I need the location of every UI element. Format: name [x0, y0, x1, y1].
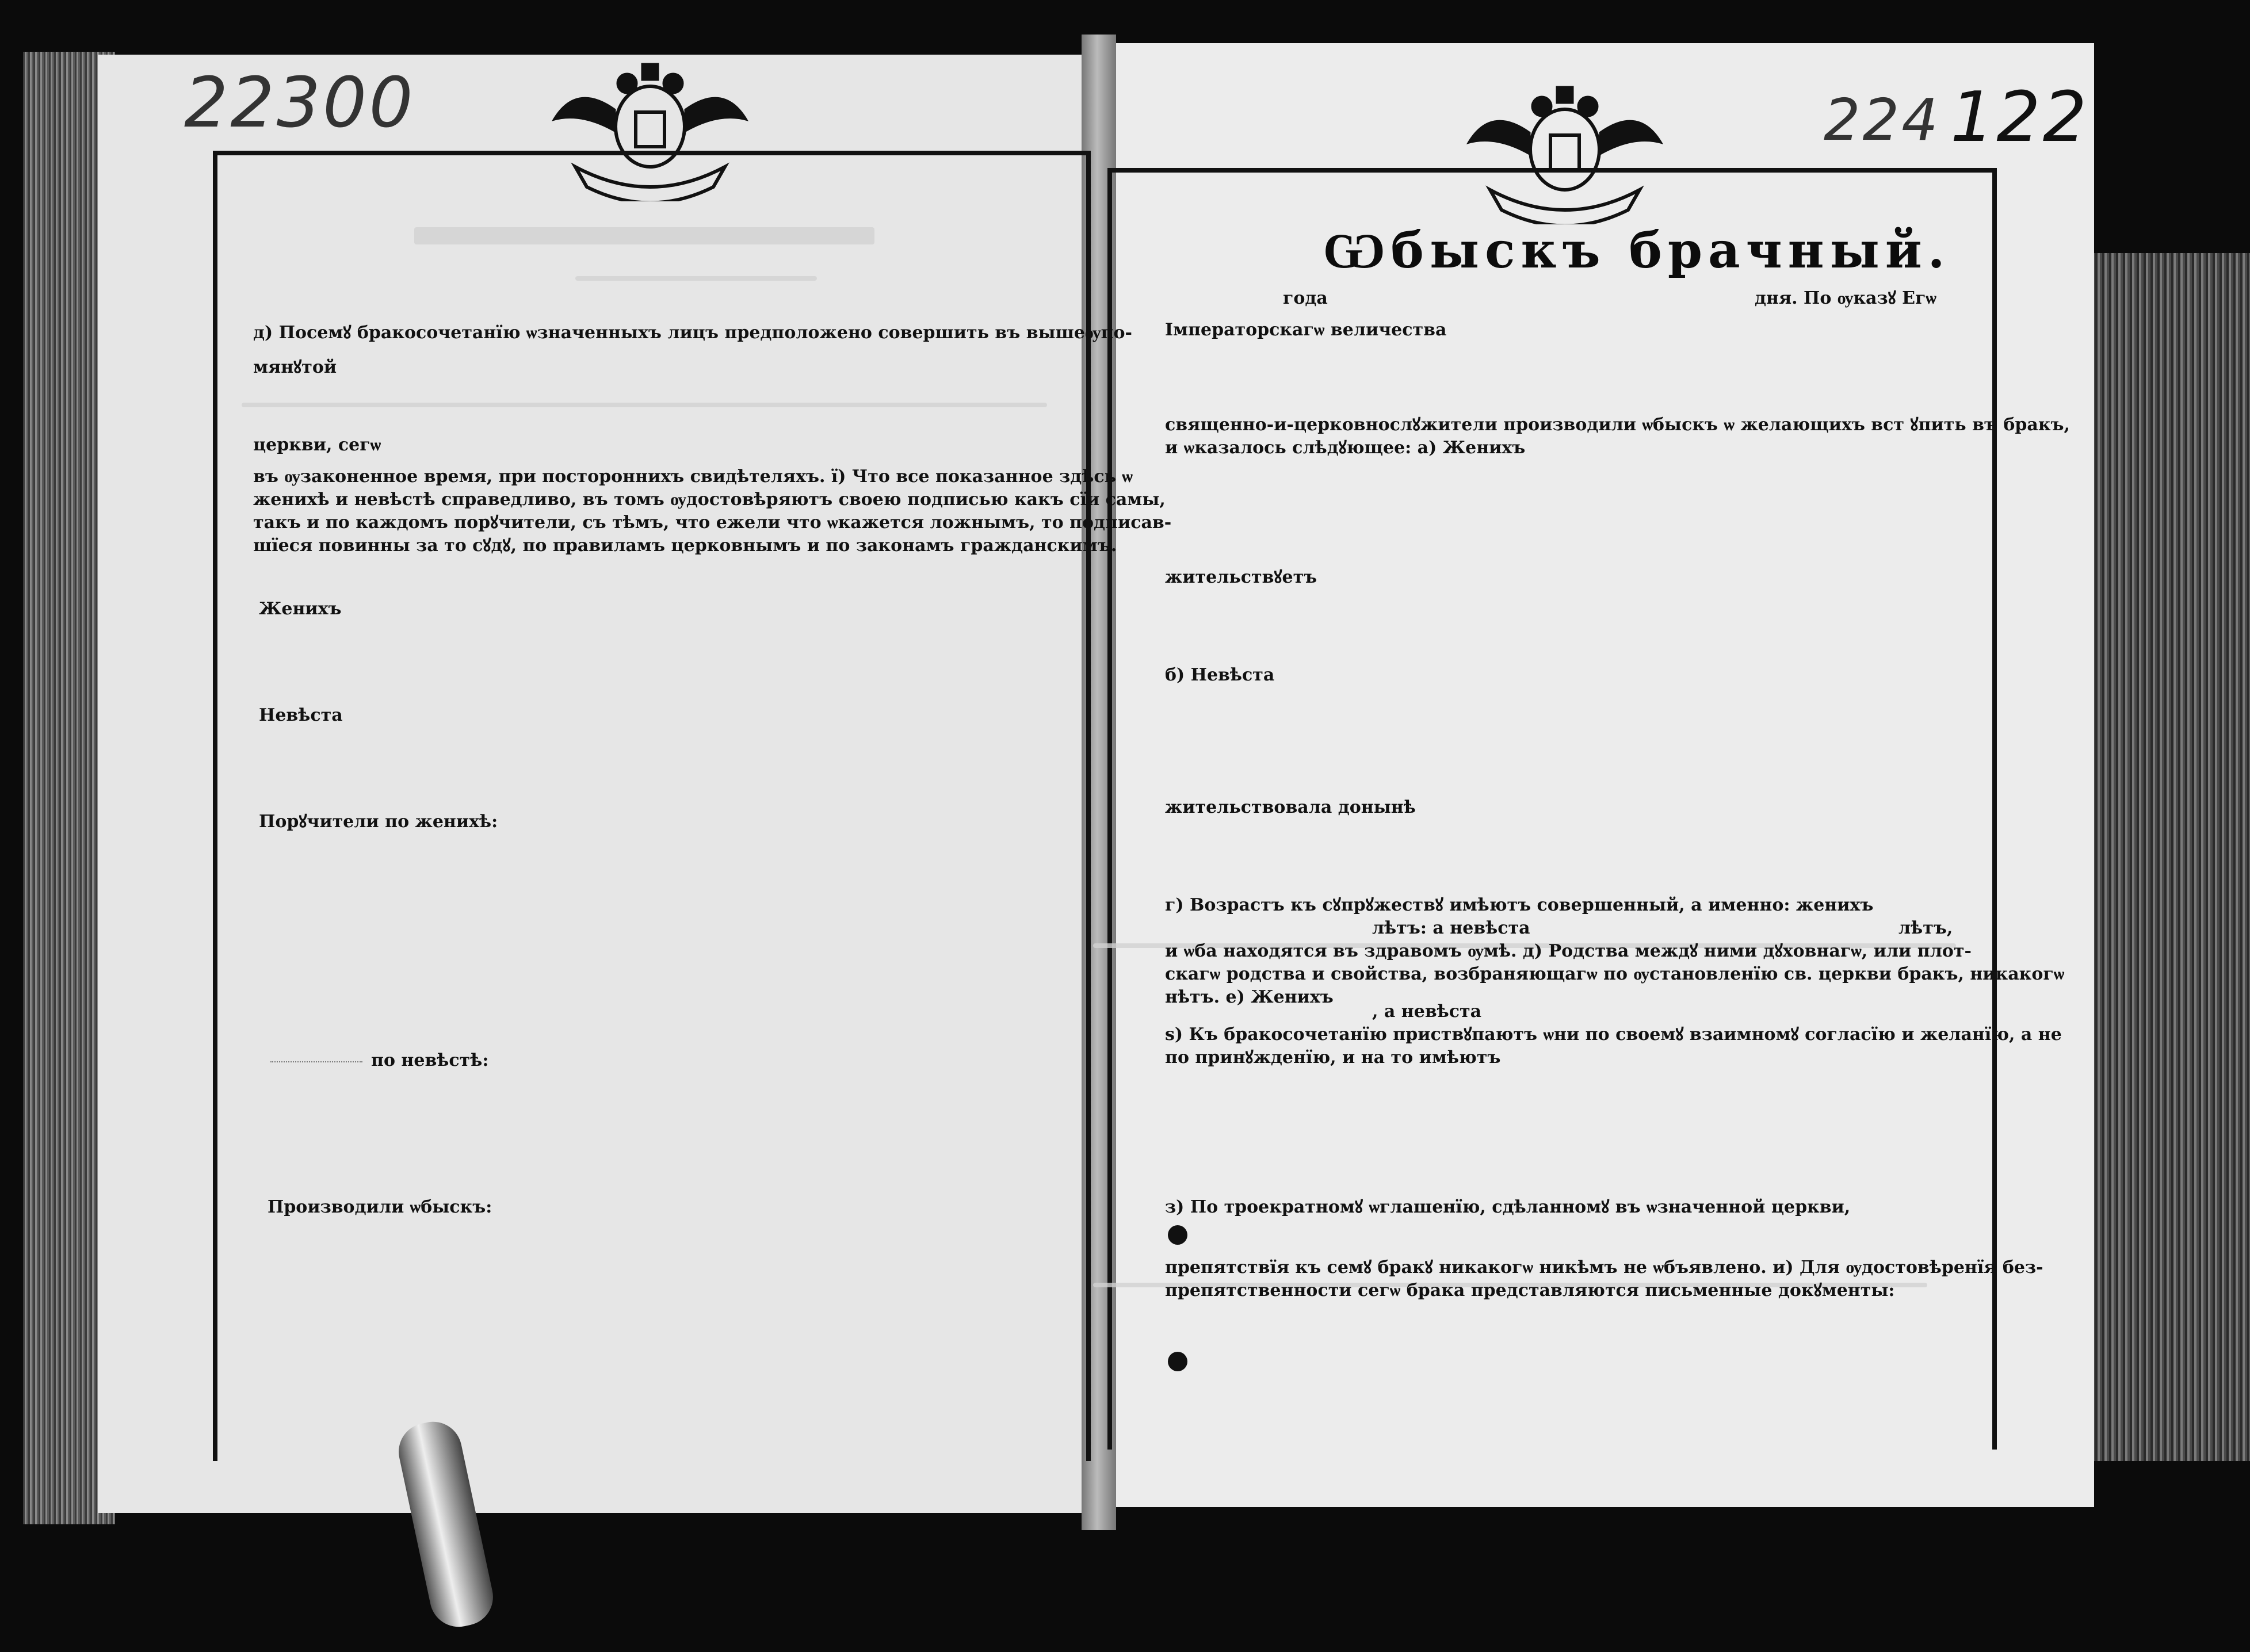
clause-i-line3: такъ и по каждомъ порꙋчители, съ тѣмъ, что ежели что ѡкажется ложнымъ, то подписав-	[253, 513, 1172, 533]
impediments-line1: препятствїя къ семꙋ бракꙋ никакогѡ никѣмъ не ѡбъявлено. и) Для ѹдостовѣренїя без-	[1165, 1257, 2043, 1278]
age-clause-line4: скагѡ родства и свойства, возбраняющагѡ по ѹстановленїю св. церкви бракъ, никакогѡ	[1165, 964, 2065, 984]
impediments-line2: препятственности сегѡ брака представляются письменные докꙋменты:	[1165, 1280, 1895, 1301]
groom-label: Женихъ	[259, 599, 342, 619]
bride-label: Невѣста	[259, 705, 343, 725]
bride-resided-label: жительствовала донынѣ	[1165, 797, 1416, 817]
age-clause-bride2: , а невѣста	[1372, 1001, 1482, 1022]
ink-dot	[1168, 1352, 1187, 1371]
bride-label-right: б) Невѣста	[1165, 665, 1275, 685]
document-title: Ѡбыскъ брачный.	[1323, 221, 1951, 280]
resides-label: жительствꙋетъ	[1165, 567, 1317, 587]
proclamation-line: з) По троекратномꙋ ѡглашенїю, сдѣланномꙋ въ ѡзначенной церкви,	[1165, 1197, 1851, 1217]
age-clause-years: лѣтъ,	[1898, 918, 1953, 938]
guarantor-underline	[270, 1061, 362, 1062]
clause-i-line2: женихѣ и невѣстѣ справедливо, въ томъ ѹдостовѣряютъ своею подписью какъ сїи самы,	[253, 490, 1166, 510]
age-clause-bride: лѣтъ: а невѣста	[1372, 918, 1530, 938]
age-clause-line5: нѣтъ. е) Женихъ	[1165, 987, 1334, 1007]
clause-i-line4: шїеся повинны за то сꙋдꙋ, по правиламъ церковнымъ и по законамъ гражданскимъ.	[253, 536, 1117, 556]
clergy-line: священно-и-церковнослꙋжители производили ѡбыскъ ѡ желающихъ вст ꙋпить въ бракъ,	[1165, 415, 2070, 435]
folio-number-ink: 122	[1950, 78, 2089, 158]
year-label: года	[1283, 288, 1328, 308]
consent-line1: ѕ) Къ бракосочетанїю приствꙋпаютъ ѡни по своемꙋ взаимномꙋ согласїю и желанїю, а не	[1165, 1024, 2062, 1045]
guarantors-groom-label: Порꙋчители по женихѣ:	[259, 812, 498, 832]
age-clause-line3: и ѡба находятся въ здравомъ ѹмѣ. д) Родства междꙋ ними дꙋховнагѡ, или плот-	[1165, 941, 1972, 961]
guarantors-bride-label: по невѣстѣ:	[371, 1050, 489, 1070]
archive-number: 22300	[184, 63, 415, 143]
clause-d-line1: д) Посемꙋ бракосочетанїю ѡзначенныхъ лицъ предположено совершить въ вышеѹпо-	[253, 323, 1132, 343]
folio-number-pencil: 224	[1824, 86, 1940, 154]
bleed-through-line	[242, 403, 1047, 407]
ink-dot	[1168, 1225, 1187, 1245]
consent-line2: по принꙋжденїю, и на то имѣютъ	[1165, 1047, 1501, 1068]
bleed-through-line	[575, 276, 817, 281]
conducted-by-label: Производили ѡбыскъ:	[268, 1197, 492, 1217]
church-label: церкви, сегѡ	[253, 435, 381, 455]
bleed-through-title	[414, 227, 874, 244]
left-page-frame	[213, 151, 1091, 1461]
age-clause-line1: г) Возрастъ къ сꙋпрꙋжествꙋ имѣютъ совершенный, а именно: женихъ	[1165, 895, 1874, 915]
day-label: дня. По ѹказꙋ Егѡ	[1755, 288, 1936, 308]
found-line: и ѡказалось слѣдꙋющее: а) Женихъ	[1165, 438, 1526, 458]
clause-i-line1: въ ѹзаконенное время, при постороннихъ свидѣтеляхъ. ї) Что все показанное здѣсь ѡ	[253, 466, 1133, 487]
imperial-eagle-crest-icon	[541, 58, 759, 201]
majesty-line: Імператорскагѡ величества	[1165, 320, 1447, 340]
clause-d-line2: мянꙋтой	[253, 357, 337, 377]
imperial-eagle-crest-icon	[1456, 81, 1674, 224]
book-edge-right	[2088, 253, 2250, 1461]
